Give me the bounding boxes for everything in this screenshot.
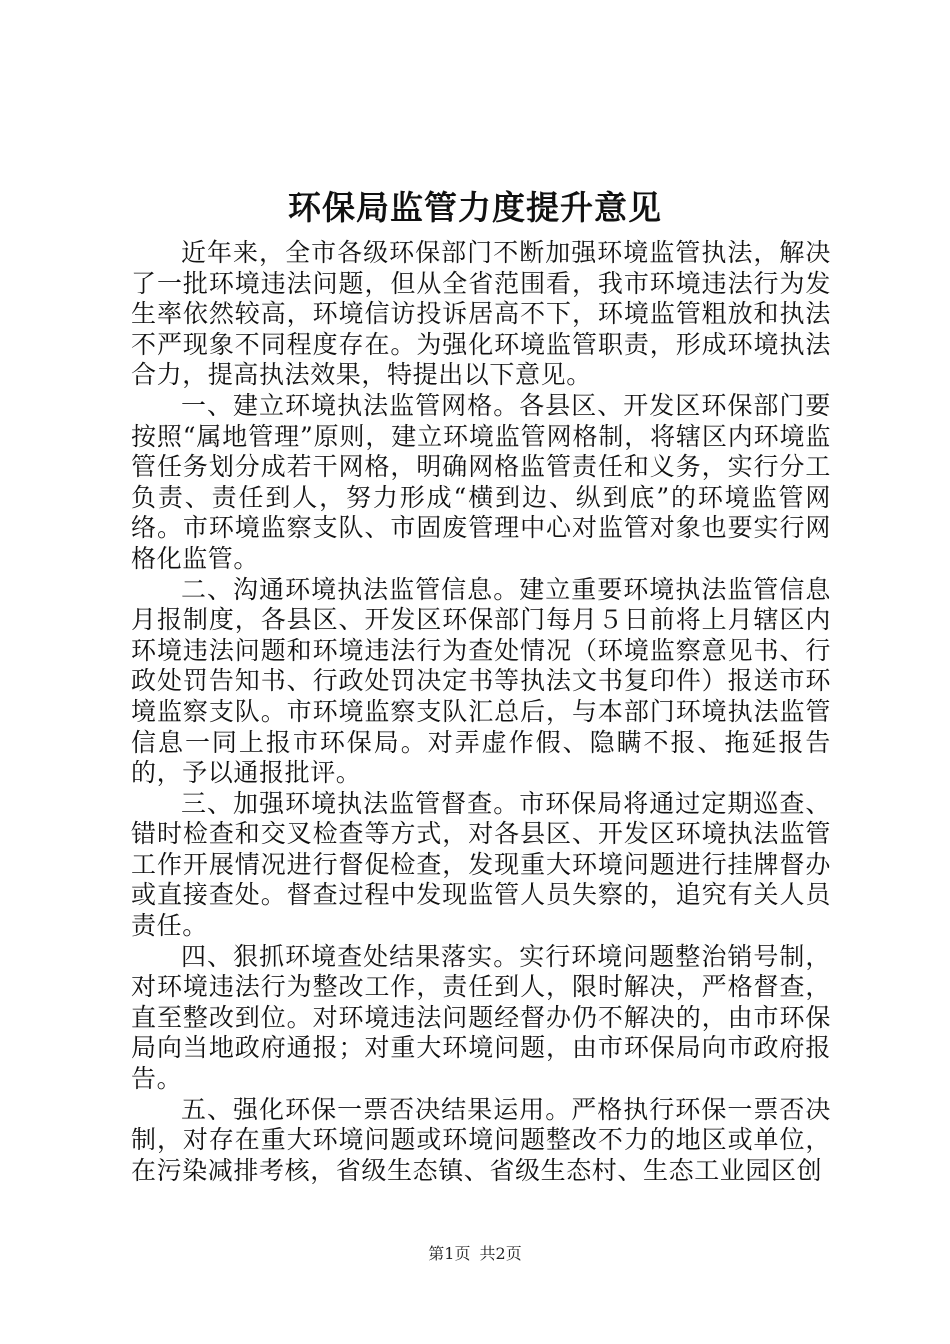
page-total: 共2页 [479,1244,522,1263]
page-footer [0,1243,950,1265]
document-title: 环保局监管力度提升意见 [288,188,662,227]
paragraph-section-5: 五、强化环保一票否决结果运用。严格执行环保一票否决制，对存在重大环境问题或环境问题整改不力的地区或单位，在污染减排考核，省级生态镇、省级生态村、生态工业园区创 [131,1094,831,1185]
page-number: 第1页 [428,1244,471,1263]
paragraph-section-1: 一、建立环境执法监管网格。各县区、开发区环保部门要按照“属地管理”原则，建立环境监管网格制，将辖区内环境监管任务划分成若干网格，明确网格监管责任和义务，实行分工负责、责任到人，努力形成“横到边、纵到底”的环境监管网络。市环境监察支队、市固废管理中心对监管对象也要实行网格化监管。 [131,390,831,573]
paragraph-section-3: 三、加强环境执法监管督查。市环保局将通过定期巡查、错时检查和交叉检查等方式，对各县区、开发区环境执法监管工作开展情况进行督促检查，发现重大环境问题进行挂牌督办或直接查处。督查过程中发现监管人员失察的，追究有关人员责任。 [131,788,831,941]
paragraph-section-4: 四、狠抓环境查处结果落实。实行环境问题整治销号制，对环境违法行为整改工作，责任到人，限时解决，严格督查，直至整改到位。对环境违法问题经督办仍不解决的，由市环保局向当地政府通报；对重大环境问题，由市环保局向市政府报告。 [131,941,831,1094]
paragraph-section-2: 二、沟通环境执法监管信息。建立重要环境执法监管信息月报制度，各县区、开发区环保部门每月５日前将上月辖区内环境违法问题和环境违法行为查处情况（环境监察意见书、行政处罚告知书、行政处罚决定书等执法文书复印件）报送市环境监察支队。市环境监察支队汇总后，与本部门环境执法监管信息一同上报市环保局。对弄虚作假、隐瞒不报、拖延报告的，予以通报批评。 [131,574,831,788]
document-body [131,238,831,1186]
paragraph-intro: 近年来，全市各级环保部门不断加强环境监管执法，解决了一批环境违法问题，但从全省范围看，我市环境违法行为发生率依然较高，环境信访投诉居高不下，环境监管粗放和执法不严现象不同程度存在。为强化环境监管职责，形成环境执法合力，提高执法效果，特提出以下意见。 [131,238,831,390]
